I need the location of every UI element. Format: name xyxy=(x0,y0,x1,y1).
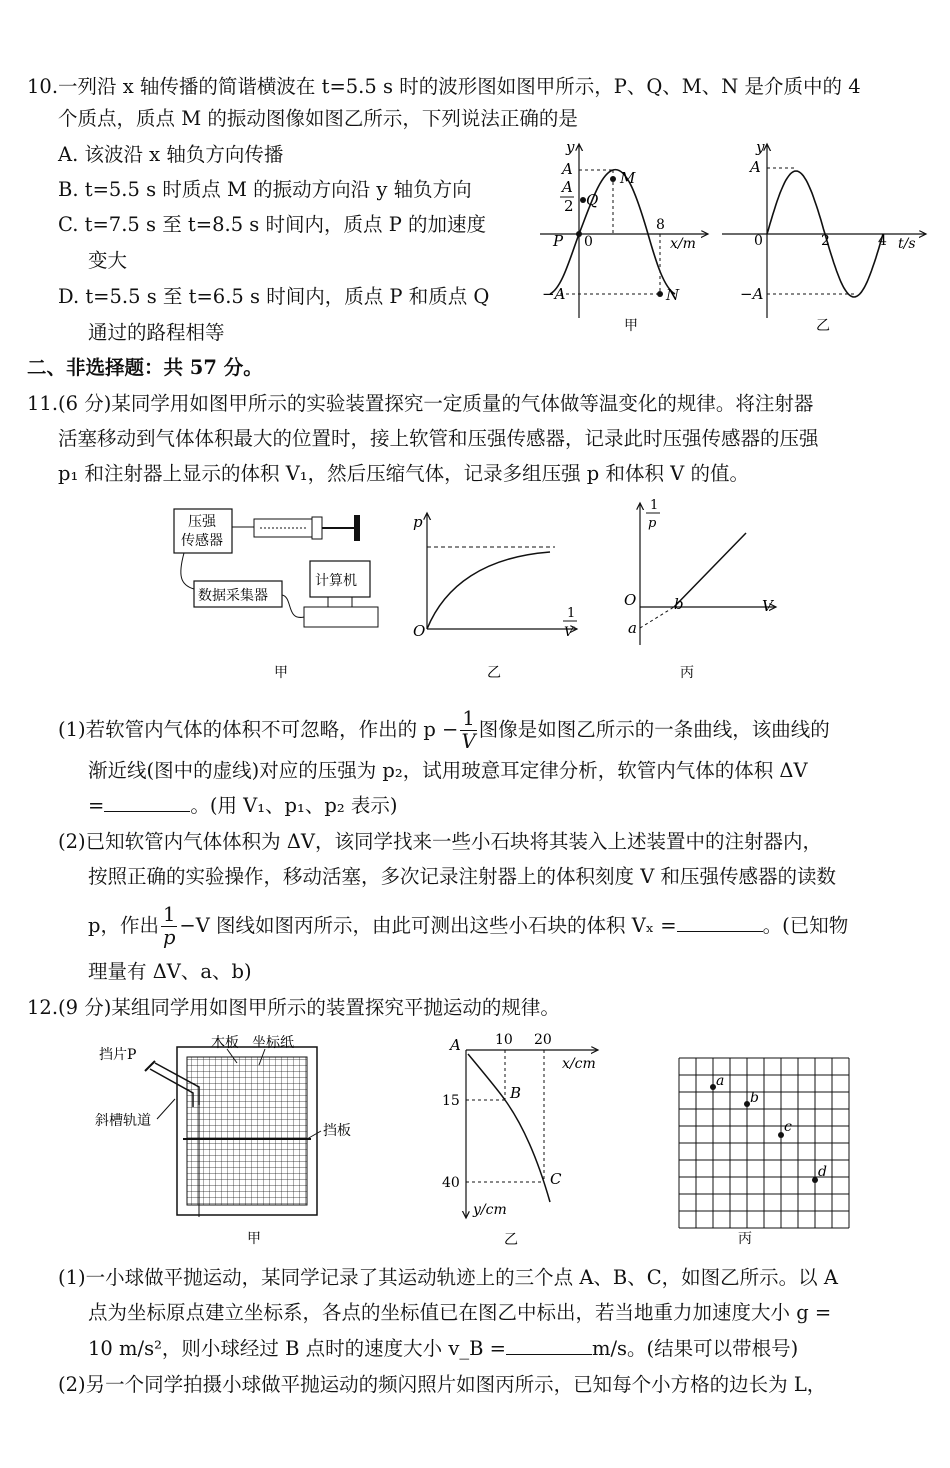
answer-blank[interactable] xyxy=(677,913,763,932)
fig-caption: 甲 xyxy=(274,665,288,681)
section-heading: 二、非选择题：共 57 分。 xyxy=(27,356,263,379)
svg-text:t/s: t/s xyxy=(898,236,916,252)
svg-text:−A: −A xyxy=(740,285,764,303)
svg-text:15: 15 xyxy=(442,1093,460,1109)
svg-text:数据采集器: 数据采集器 xyxy=(198,588,268,604)
svg-text:O: O xyxy=(413,622,426,640)
svg-text:压强: 压强 xyxy=(188,514,216,530)
svg-text:−A: −A xyxy=(542,285,566,303)
fig-caption: 乙 xyxy=(504,1232,518,1248)
svg-text:坐标纸: 坐标纸 xyxy=(252,1035,294,1051)
q10-option-b: B. t=5.5 s 时质点 M 的振动方向沿 y 轴负方向 xyxy=(58,178,472,201)
svg-text:0: 0 xyxy=(754,233,763,249)
q12-part1-line2: 点为坐标原点建立坐标系，各点的坐标值已在图乙中标出，若当地重力加速度大小 g = xyxy=(88,1301,832,1324)
q11-part1-line1: (1)若软管内气体的体积不可忽略，作出的 p − $\frac{1}{V}$ 图像是如图乙所示的一条曲线，该曲线的 xyxy=(58,707,830,753)
svg-text:A: A xyxy=(450,1036,461,1054)
svg-text:c: c xyxy=(784,1119,792,1135)
answer-blank[interactable] xyxy=(506,1336,592,1355)
svg-text:P: P xyxy=(553,232,564,250)
q10-vibration-figure xyxy=(718,138,940,338)
svg-text:a: a xyxy=(716,1073,725,1089)
fig-caption: 甲 xyxy=(247,1231,261,1247)
svg-text:A: A xyxy=(562,178,573,196)
q12-part2-line1: (2)另一个同学拍摄小球做平抛运动的频闪照片如图丙所示，已知每个小方格的边长为 L， xyxy=(58,1373,827,1396)
q11-part2-line2: 按照正确的实验操作，移动活塞，多次记录注射器上的体积刻度 V 和压强传感器的读数 xyxy=(88,865,836,888)
q11-stem-line2: 活塞移动到气体体积最大的位置时，接上软管和压强传感器，记录此时压强传感器的压强 xyxy=(58,427,819,450)
svg-text:p: p xyxy=(648,516,657,531)
svg-text:1: 1 xyxy=(650,498,659,513)
q10-wave-figure xyxy=(530,138,720,338)
q12-flash-photo-figure xyxy=(676,1055,856,1250)
svg-text:p: p xyxy=(413,513,423,531)
q11-part2-line1: (2)已知软管内气体体积为 ΔV，该同学找来一些小石块将其装入上述装置中的注射器内， xyxy=(58,830,822,853)
svg-text:M: M xyxy=(620,169,636,187)
svg-text:y: y xyxy=(756,138,765,156)
trajectory-curve xyxy=(468,1054,550,1202)
pressure-curve xyxy=(427,552,550,629)
svg-text:2: 2 xyxy=(821,233,830,249)
svg-text:O: O xyxy=(624,591,637,609)
q11-apparatus-figure xyxy=(168,505,393,685)
point-m xyxy=(610,176,616,182)
q12-part1-line1: (1)一小球做平抛运动，某同学记录了其运动轨迹上的三个点 A、B、C，如图乙所示。以 A xyxy=(58,1266,838,1289)
svg-text:8: 8 xyxy=(656,217,665,233)
q11-part1-line3: = 。(用 V₁、p₁、p₂ 表示) xyxy=(88,794,398,817)
svg-text:a: a xyxy=(628,619,637,637)
svg-text:x/m: x/m xyxy=(670,236,696,252)
q10-option-c-line1: C. t=7.5 s 至 t=8.5 s 时间内，质点 P 的加速度 xyxy=(58,213,487,236)
svg-text:A: A xyxy=(750,158,761,176)
q10-option-c-line2: 变大 xyxy=(88,249,128,272)
grid-lines xyxy=(679,1058,849,1228)
q11-part2-line3: p，作出 $\frac{1}{p}$ −V 图线如图丙所示，由此可测出这些小石块的体积 Vₓ = 。(已知物 xyxy=(88,903,849,949)
svg-text:挡板: 挡板 xyxy=(323,1123,351,1139)
svg-text:0: 0 xyxy=(584,234,593,250)
svg-text:C: C xyxy=(550,1170,562,1188)
svg-text:V: V xyxy=(564,625,574,640)
answer-blank[interactable] xyxy=(104,793,190,812)
q12-trajectory-figure xyxy=(438,1030,608,1252)
fig-caption: 丙 xyxy=(738,1231,752,1247)
q10-option-a: A. 该波沿 x 轴负方向传播 xyxy=(58,143,284,166)
svg-text:斜槽轨道: 斜槽轨道 xyxy=(95,1113,151,1129)
svg-text:计算机: 计算机 xyxy=(315,573,357,589)
svg-text:y/cm: y/cm xyxy=(473,1202,507,1218)
q12-part1-line3: 10 m/s²，则小球经过 B 点时的速度大小 v_B = m/s。(结果可以带根号) xyxy=(88,1337,799,1360)
q11-stem-line3: p₁ 和注射器上显示的体积 V₁，然后压缩气体，记录多组压强 p 和体积 V 的值。 xyxy=(58,462,749,485)
svg-text:b: b xyxy=(750,1090,759,1106)
svg-text:b: b xyxy=(674,595,684,613)
coordinate-paper xyxy=(187,1057,307,1205)
svg-text:传感器: 传感器 xyxy=(181,533,223,549)
q10-stem-line1: 10.一列沿 x 轴传播的简谐横波在 t=5.5 s 时的波形图如图甲所示，P、Q、M、N 是介质中的 4 xyxy=(27,75,861,98)
fig-caption: 丙 xyxy=(680,665,694,681)
svg-text:2: 2 xyxy=(564,197,574,215)
svg-text:木板: 木板 xyxy=(211,1035,239,1051)
svg-text:10: 10 xyxy=(495,1032,513,1048)
svg-text:40: 40 xyxy=(442,1175,460,1191)
q11-stem-line1: 11.(6 分)某同学用如图甲所示的实验装置探究一定质量的气体做等温变化的规律。将注射器 xyxy=(27,392,814,415)
svg-text:A: A xyxy=(562,160,573,178)
q11-p-vs-inverse-v-figure xyxy=(405,505,595,685)
q10-option-d-line1: D. t=5.5 s 至 t=6.5 s 时间内，质点 P 和质点 Q xyxy=(58,285,490,308)
q12-apparatus-figure xyxy=(95,1035,365,1250)
svg-text:N: N xyxy=(666,286,680,304)
q11-part2-line4: 理量有 ΔV、a、b) xyxy=(88,960,252,983)
y-label: y xyxy=(566,138,575,156)
q11-inverse-p-vs-v-figure xyxy=(618,495,788,685)
svg-text:1: 1 xyxy=(567,606,576,621)
fig-caption: 乙 xyxy=(487,665,501,681)
fit-line xyxy=(674,533,746,607)
q10-stem-line2: 个质点，质点 M 的振动图像如图乙所示，下列说法正确的是 xyxy=(58,107,578,130)
q10-option-d-line2: 通过的路程相等 xyxy=(88,321,225,344)
point-p xyxy=(576,231,582,237)
svg-text:挡片P: 挡片P xyxy=(99,1047,137,1063)
svg-text:B: B xyxy=(510,1084,522,1102)
fig-caption: 甲 xyxy=(624,318,638,334)
point-n xyxy=(657,291,663,297)
q11-part1-line2: 渐近线(图中的虚线)对应的压强为 p₂，试用玻意耳定律分析，软管内气体的体积 ΔV xyxy=(88,759,808,782)
q12-stem: 12.(9 分)某组同学用如图甲所示的装置探究平抛运动的规律。 xyxy=(27,996,560,1019)
svg-text:4: 4 xyxy=(878,233,887,249)
svg-text:V: V xyxy=(762,597,773,615)
svg-text:20: 20 xyxy=(534,1032,552,1048)
fig-caption: 乙 xyxy=(816,318,830,334)
svg-text:x/cm: x/cm xyxy=(562,1056,596,1072)
svg-text:d: d xyxy=(818,1164,827,1180)
svg-text:Q: Q xyxy=(586,191,599,209)
syringe xyxy=(254,519,312,537)
